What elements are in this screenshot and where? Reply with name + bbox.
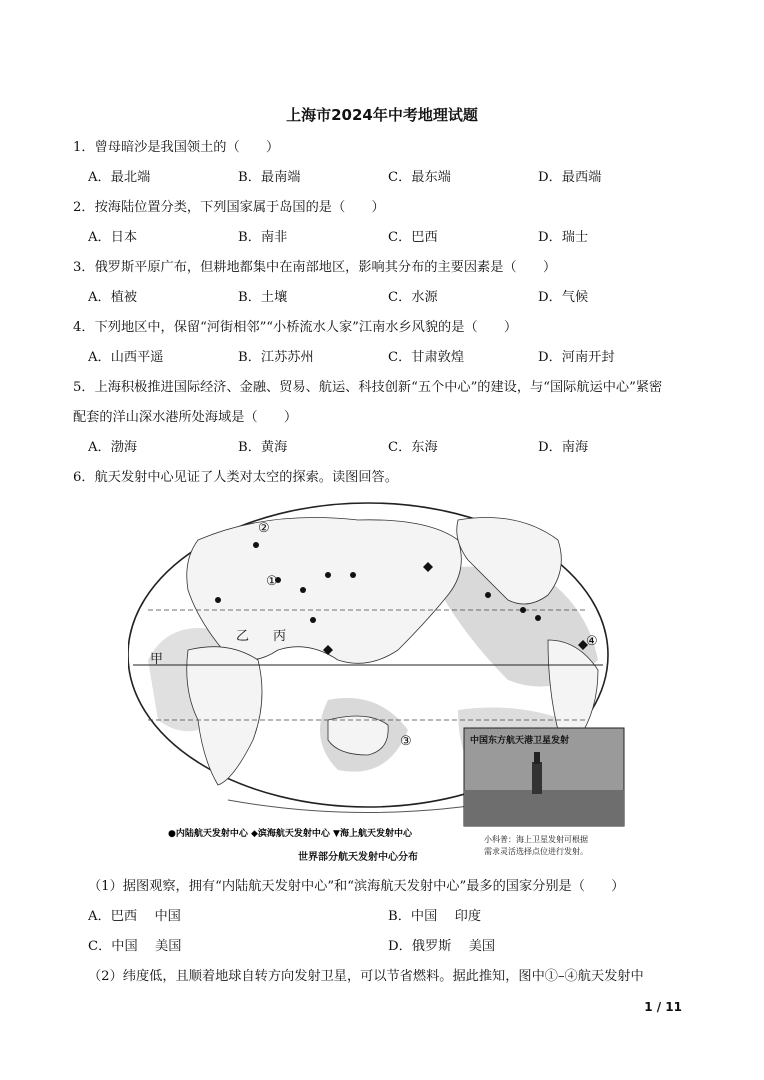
question-3-stem: 3．俄罗斯平原广布，但耕地都集中在南部地区，影响其分布的主要因素是（ ） bbox=[73, 260, 557, 275]
launch-site-marker bbox=[310, 617, 316, 623]
option-c: C．甘肃敦煌 bbox=[388, 350, 465, 365]
question-4-stem: 4．下列地区中，保留“河街相邻”“小桥流水人家”江南水乡风貌的是（ ） bbox=[73, 320, 518, 335]
option-b: B．江苏苏州 bbox=[238, 350, 314, 365]
region-yi: 乙 bbox=[236, 629, 250, 644]
question-6-1-options bbox=[88, 902, 698, 932]
launch-site-marker bbox=[535, 615, 541, 621]
question-6-stem: 6．航天发射中心见证了人类对太空的探索。读图回答。 bbox=[73, 470, 398, 485]
question-5-stem-line2: 配套的洋山深水港所处海域是（ ） bbox=[73, 410, 298, 425]
option-c: C．巴西 bbox=[388, 230, 438, 245]
question-3-options bbox=[88, 283, 698, 313]
option-d: D．最西端 bbox=[538, 170, 602, 185]
marker-1: ① bbox=[266, 574, 278, 589]
launch-site-marker bbox=[325, 572, 331, 578]
question-1-stem: 1．曾母暗沙是我国领土的（ ） bbox=[73, 140, 280, 155]
page-number: 1 / 11 bbox=[644, 1000, 682, 1014]
question-2-options bbox=[88, 223, 698, 253]
marker-3: ③ bbox=[400, 734, 412, 749]
photo-title: 中国东方航天港卫星发射 bbox=[470, 736, 570, 746]
inset-photo bbox=[464, 728, 624, 856]
launch-site-marker bbox=[300, 587, 306, 593]
region-bing: 丙 bbox=[273, 629, 287, 644]
map-legend: ●内陆航天发射中心 ◆滨海航天发射中心 ▼海上航天发射中心 bbox=[168, 829, 412, 839]
option-c: C．最东端 bbox=[388, 170, 451, 185]
page-title: 上海市2024年中考地理试题 bbox=[286, 106, 478, 124]
question-6-1-stem: （1）据图观察，拥有“内陆航天发射中心”和“滨海航天发射中心”最多的国家分别是（ ） bbox=[88, 879, 625, 894]
option-a: A．日本 bbox=[88, 230, 138, 245]
launch-site-marker bbox=[520, 607, 526, 613]
launch-site-marker bbox=[253, 542, 259, 548]
question-5-options bbox=[88, 433, 698, 463]
option-d: D．南海 bbox=[538, 440, 589, 455]
question-6-2-stem: （2）纬度低，且顺着地球自转方向发射卫星，可以节省燃料。据此推知，图中①–④航天发射中 bbox=[88, 969, 644, 984]
world-map-figure bbox=[128, 500, 628, 870]
question-1-options bbox=[88, 163, 698, 193]
option-a: A．巴西 中国 bbox=[88, 909, 181, 924]
option-c: C．中国 美国 bbox=[88, 939, 182, 954]
option-a: A．山西平遥 bbox=[88, 350, 164, 365]
question-6-1-options-row2 bbox=[88, 932, 698, 962]
option-b: B．南非 bbox=[238, 230, 288, 245]
option-a: A．植被 bbox=[88, 290, 138, 305]
option-b: B．最南端 bbox=[238, 170, 301, 185]
question-5-stem-line1: 5．上海积极推进国际经济、金融、贸易、航运、科技创新“五个中心”的建设，与“国际航运中心”紧密 bbox=[73, 380, 663, 395]
launch-site-marker bbox=[350, 572, 356, 578]
photo-note-line2: 需求灵活选择点位进行发射。 bbox=[484, 847, 588, 856]
option-a: A．渤海 bbox=[88, 440, 138, 455]
option-b: B．土壤 bbox=[238, 290, 288, 305]
option-c: C．东海 bbox=[388, 440, 438, 455]
option-c: C．水源 bbox=[388, 290, 438, 305]
marker-2: ② bbox=[258, 521, 270, 536]
region-jia: 甲 bbox=[150, 652, 164, 667]
photo-note-line1: 小科普：海上卫星发射可根据 bbox=[484, 835, 588, 844]
option-b: B．中国 印度 bbox=[388, 909, 482, 924]
question-2-stem: 2．按海陆位置分类，下列国家属于岛国的是（ ） bbox=[73, 200, 385, 215]
marker-4: ④ bbox=[586, 634, 598, 649]
option-b: B．黄海 bbox=[238, 440, 288, 455]
figure-caption: 世界部分航天发射中心分布 bbox=[298, 852, 418, 863]
option-a: A．最北端 bbox=[88, 170, 151, 185]
launch-site-marker bbox=[215, 597, 221, 603]
option-d: D．气候 bbox=[538, 290, 589, 305]
option-d: D．俄罗斯 美国 bbox=[388, 939, 496, 954]
launch-site-marker bbox=[485, 592, 491, 598]
option-d: D．河南开封 bbox=[538, 350, 615, 365]
question-4-options bbox=[88, 343, 698, 373]
option-d: D．瑞士 bbox=[538, 230, 589, 245]
